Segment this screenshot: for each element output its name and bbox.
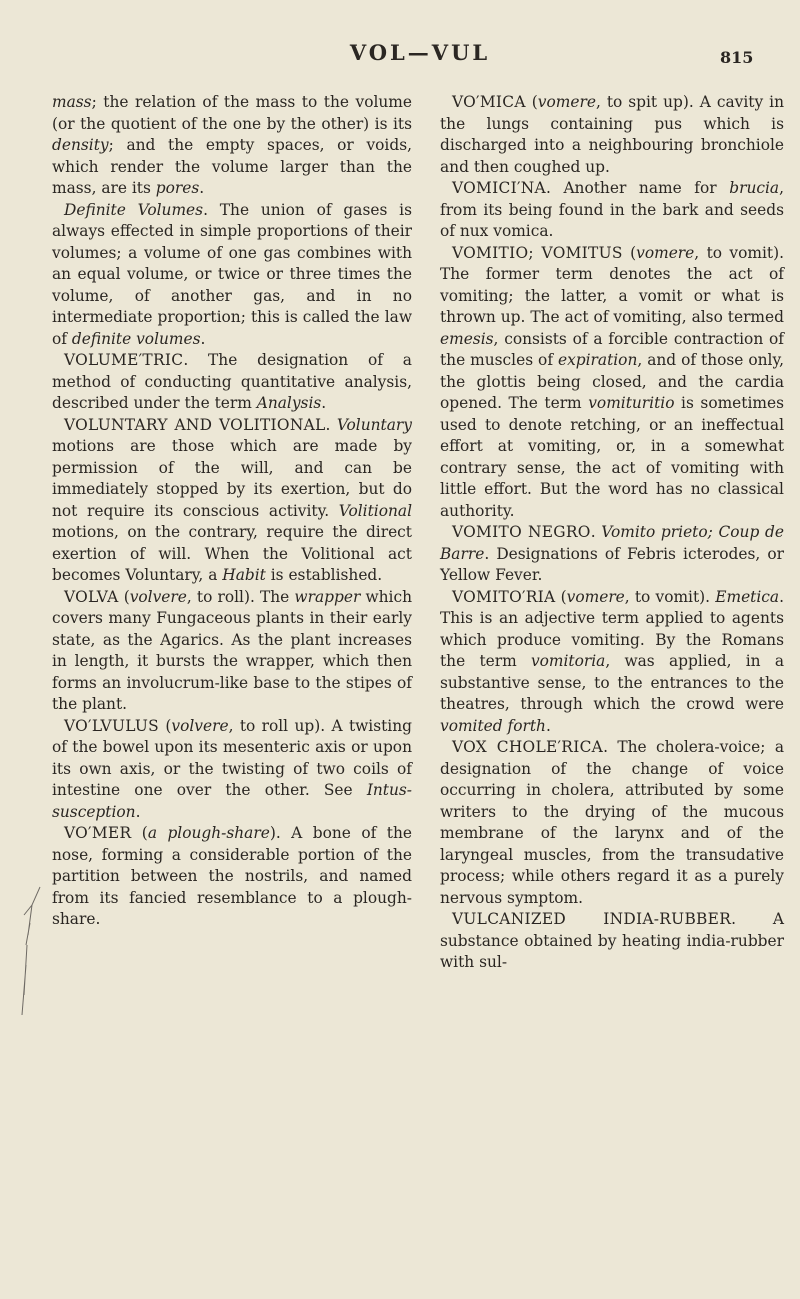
entry-text: . Another name for <box>545 179 730 197</box>
left-column <box>52 92 412 931</box>
entry-text: is established. <box>265 566 383 584</box>
italic-term: Intus-susception <box>52 781 412 821</box>
entry-text: ( <box>118 587 130 606</box>
left-entry <box>52 92 412 200</box>
headword: VOLUME′TRIC <box>64 351 184 369</box>
italic-term: Definite Volumes <box>64 200 204 219</box>
italic-term: vomere <box>537 93 596 111</box>
italic-term: volvere <box>171 716 229 735</box>
italic-term: volvere <box>129 587 187 606</box>
left-entry <box>52 716 412 824</box>
headword: VO′LVULUS <box>64 716 160 735</box>
running-head: VOL—VUL <box>349 40 491 65</box>
right-column <box>440 92 784 974</box>
entry-text: . <box>200 329 206 348</box>
entry-text: . <box>325 415 337 434</box>
entry-text: , to roll). The <box>186 587 295 606</box>
italic-term: a plough-share <box>147 824 270 842</box>
left-entry <box>52 823 412 931</box>
entry-text: . The designation of a method of conducting quantitative analysis, described under the term <box>52 351 412 412</box>
left-entry <box>52 415 412 587</box>
right-entry <box>440 178 784 243</box>
entry-text: ( <box>131 824 148 842</box>
entry-text: . The union of gases is always effected in simple proportions of their volumes; a volume of one gas combines with an equal volume, or twice or three times the volume, of another gas, and in no intermediate proportion; this is called the law of <box>52 200 413 348</box>
italic-term: Habit <box>222 566 266 584</box>
italic-term: Analysis <box>256 394 322 412</box>
entry-text: , to spit up). A cavity in the lungs containing pus which is discharged into a neighbouring bronchiole and then coughed up. <box>440 93 784 176</box>
entry-text: , to vomit). <box>624 587 716 606</box>
italic-term: Emetica <box>715 587 780 606</box>
right-entry <box>440 243 784 523</box>
entry-text: , from its being found in the bark and seeds of nux vomica. <box>440 179 784 240</box>
italic-term: Volitional <box>338 501 412 520</box>
entry-text: is sometimes used to denote retching, or an ineffectual effort at vomiting, or, in a somewhat contrary sense, the act of vomiting with little effort. But the word has no classical authority. <box>440 394 784 520</box>
headword: VOX CHOLE′RICA <box>452 738 604 756</box>
entry-text: . <box>545 716 551 735</box>
entry-text: . <box>321 394 327 412</box>
entry-text: ( <box>622 243 637 262</box>
entry-text: ; the relation of the mass to the volume (or the quotient of the one by the other) is its <box>52 93 412 133</box>
italic-term: expiration <box>557 351 638 369</box>
entry-text: ( <box>555 587 567 606</box>
entry-text: . Designations of Febris icterodes, or Yellow Fever. <box>440 544 784 584</box>
entry-text: . The cholera-voice; a designation of the change of voice occurring in cholera, attributed by some writers to the drying of the mucous membrane of the larynx and of the laryngeal muscles, from the transudative process; while others regard it as a purely nervous symptom. <box>440 738 784 907</box>
italic-term: definite volumes <box>71 329 201 348</box>
entry-text: motions are those which are made by permission of the will, and can be immediately stopped by its exertion, but do not require its conscious activity. <box>52 437 412 520</box>
italic-term: vomituritio <box>588 394 675 412</box>
italic-term: brucia <box>729 179 780 197</box>
entry-text: ( <box>159 716 172 735</box>
right-entry <box>440 909 784 974</box>
entry-text: , to vomit). The former term denotes the act of vomiting; the latter, a vomit or what is thrown up. The act of vomiting, also termed <box>440 243 784 326</box>
right-entry <box>440 92 784 178</box>
entry-text: which covers many Fungaceous plants in their early state, as the Agarics. As the plant increases in length, it bursts the wrapper, which then forms an involucrum-like base to the stipes of the plant. <box>52 587 412 713</box>
page-header <box>0 40 800 80</box>
entry-text: motions, on the contrary, require the direct exertion of will. When the Volitional act becomes Voluntary, a <box>52 523 412 584</box>
entry-text: . <box>199 179 205 197</box>
italic-term: emesis <box>440 329 494 348</box>
entry-text: . This is an adjective term applied to agents which produce vomiting. By the Romans the term <box>440 587 784 670</box>
italic-term: wrapper <box>294 587 361 606</box>
headword: VULCANIZED INDIA-RUBBER <box>452 910 732 928</box>
right-entry <box>440 522 784 587</box>
entry-text: ; and the empty spaces, or voids, which render the volume larger than the mass, are its <box>52 136 412 197</box>
entry-text: , and of those only, the glottis being closed, and the cardia opened. The term <box>440 351 784 412</box>
headword: VOMITO′RIA <box>452 587 556 606</box>
italic-term: mass <box>52 93 92 111</box>
italic-term: pores <box>155 179 200 197</box>
italic-term: vomere <box>566 587 625 606</box>
headword: VOLVA <box>64 587 119 606</box>
entry-text: . <box>590 523 602 541</box>
entry-text: , consists of a forcible contraction of the muscles of <box>440 329 784 369</box>
left-entry <box>52 350 412 415</box>
italic-term: density <box>52 136 109 154</box>
entry-text: , to roll up). A twisting of the bowel upon its mesenteric axis or upon its own axis, or the twisting of two coils of intestine one over the other. See <box>52 716 412 799</box>
headword: VOMITIO; VOMITUS <box>452 243 623 262</box>
entry-text: . <box>135 802 141 821</box>
italic-term: Vomito prieto; Coup de Barre <box>440 523 784 563</box>
headword: VOMICI′NA <box>452 179 546 197</box>
entry-text: ). A bone of the nose, forming a considerable portion of the partition between the nostrils, and named from its fancied resemblance to a plough-share. <box>52 824 412 928</box>
italic-term: vomited forth <box>440 716 546 735</box>
entry-text: . A substance obtained by heating india-rubber with sul- <box>440 910 784 971</box>
headword: VOLUNTARY AND VOLITIONAL <box>64 415 326 434</box>
right-entry <box>440 587 784 738</box>
entry-text: ( <box>525 93 538 111</box>
right-entry <box>440 737 784 909</box>
italic-term: vomitoria <box>530 652 606 670</box>
left-entry <box>52 200 412 351</box>
headword: VOMITO NEGRO <box>452 523 591 541</box>
entry-text: , was applied, in a substantive sense, to the entrances to the theatres, through which the crowd were <box>440 652 785 713</box>
page-number: 815 <box>720 48 754 67</box>
pencil-margin-mark <box>18 885 48 1025</box>
headword: VO′MICA <box>452 93 526 111</box>
italic-term: vomere <box>636 243 695 262</box>
left-entry <box>52 587 412 716</box>
headword: VO′MER <box>64 824 132 842</box>
italic-term: Voluntary <box>336 415 412 434</box>
